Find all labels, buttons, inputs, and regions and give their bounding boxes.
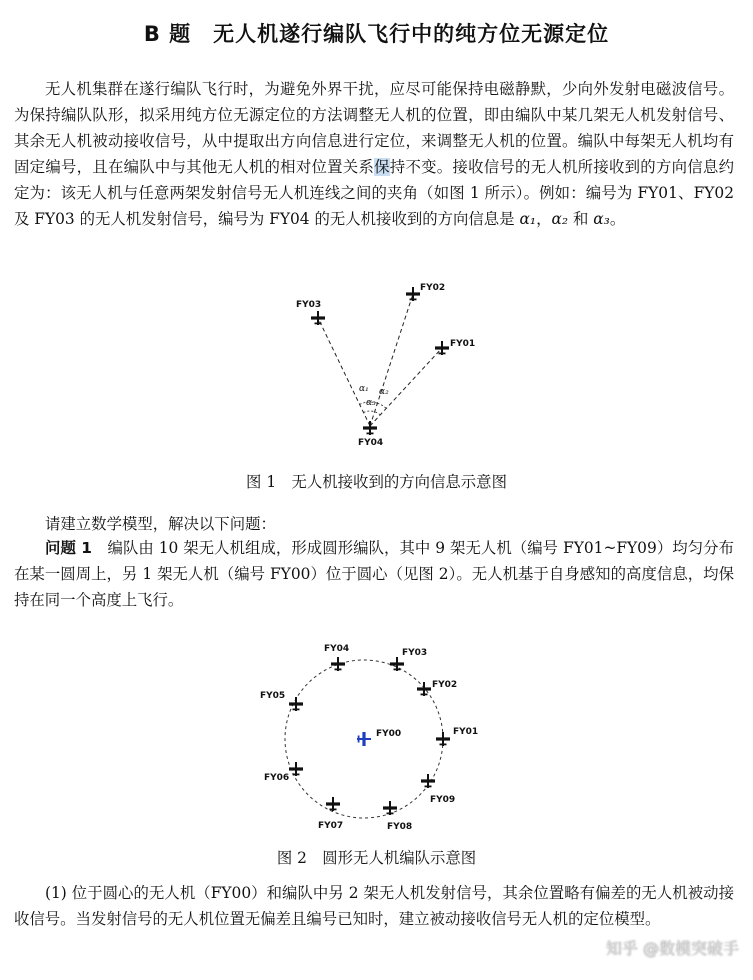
alpha-1: α₁ bbox=[519, 210, 537, 228]
subquestion-1: (1) 位于圆心的无人机（FY00）和编队中另 2 架无人机发射信号，其余位置略有偏差的无人机被动接收信号。当发射信号的无人机位置无偏差且编号已知时，建立被动接收信号无人机的定位模型。 bbox=[14, 884, 734, 928]
fig2-label-fy08: FY08 bbox=[387, 822, 413, 832]
fy03-plane-icon-2 bbox=[390, 657, 404, 671]
highlighted-char[interactable]: 保 bbox=[374, 158, 390, 176]
fy07-plane-icon bbox=[326, 797, 340, 811]
intro-text-2: 持不变。接收信号的无人机所接收到的方向信息约定为：该无人机与任意两架发射信号无人机连线之间的夹角（如图 1 所示）。例如：编号为 FY01、FY02 及 FY03 的无人机发射信号，编号为 FY04 的无人机接收到的方向信息是 bbox=[14, 158, 734, 228]
fig2-label-fy02: FY02 bbox=[432, 680, 458, 690]
fig1-label-fy04: FY04 bbox=[358, 438, 384, 448]
fy09-plane-icon bbox=[421, 774, 435, 788]
watermark: 知乎 @数模突破手 bbox=[605, 939, 739, 958]
problem-1-paragraph bbox=[14, 535, 734, 613]
fig1-label-fy01: FY01 bbox=[450, 339, 476, 349]
fy04-plane-icon bbox=[363, 421, 377, 435]
alpha-3: α₃ bbox=[593, 210, 610, 228]
fig1-angle-a3: α₃ bbox=[366, 398, 376, 408]
fig1-angle-a1: α₁ bbox=[359, 384, 369, 394]
fig2-label-fy05: FY05 bbox=[260, 691, 286, 701]
fig1-angle-a2: α₂ bbox=[379, 387, 389, 397]
fy01-plane-icon-2 bbox=[436, 732, 450, 746]
intro-end: 。 bbox=[609, 210, 626, 228]
fig2-label-fy04: FY04 bbox=[324, 644, 350, 654]
fig2-label-fy03: FY03 bbox=[402, 648, 428, 658]
fig2-label-fy06: FY06 bbox=[264, 773, 290, 783]
fy03-plane-icon bbox=[311, 311, 325, 325]
intro-paragraph bbox=[14, 76, 734, 232]
problem-title: B 题 无人机遂行编队飞行中的纯方位无源定位 bbox=[143, 22, 610, 46]
fig2-label-fy09: FY09 bbox=[430, 795, 456, 805]
figure-2 bbox=[250, 638, 490, 838]
fig1-label-fy02: FY02 bbox=[420, 283, 446, 293]
fy02-plane-icon-2 bbox=[417, 682, 431, 696]
fig2-label-fy01: FY01 bbox=[453, 727, 479, 737]
problem-1-text: 编队由 10 架无人机组成，形成圆形编队，其中 9 架无人机（编号 FY01~FY09）均匀分布在某一圆周上，另 1 架无人机（编号 FY00）位于圆心（见图 2）。无人机基于自身感知的高度信息，均保持在同一个高度上飞行。 bbox=[14, 539, 734, 609]
figure-1-caption: 图 1 无人机接收到的方向信息示意图 bbox=[246, 473, 507, 491]
fy00-plane-icon bbox=[357, 732, 371, 746]
fy02-plane-icon bbox=[406, 287, 420, 301]
problem-1-label: 问题 1 bbox=[45, 539, 92, 557]
intro-sep-2: 和 bbox=[568, 210, 594, 228]
figure-2-caption: 图 2 圆形无人机编队示意图 bbox=[276, 849, 477, 867]
fy06-plane-icon bbox=[289, 762, 303, 776]
figure-1 bbox=[270, 276, 490, 456]
fy04-plane-icon bbox=[331, 657, 345, 671]
fy08-plane-icon bbox=[383, 801, 397, 815]
fig2-label-fy07: FY07 bbox=[318, 821, 344, 831]
alpha-2: α₂ bbox=[551, 210, 569, 228]
intro-text-1: 无人机集群在遂行编队飞行时，为避免外界干扰，应尽可能保持电磁静默，少向外发射电磁波信号。为保持编队队形，拟采用纯方位无源定位的方法调整无人机的位置，即由编队中某几架无人机发射信号、其余无人机被动接收信号，从中提取出方向信息进行定位，来调整无人机的位置。编队中每架无人机均有固定编号，且在编队中与其他无人机的相对位置关系 bbox=[14, 80, 734, 176]
intro-sep-1: ， bbox=[536, 210, 552, 228]
prompt-text: 请建立数学模型，解决以下问题： bbox=[45, 515, 276, 533]
fig1-label-fy03: FY03 bbox=[296, 300, 322, 310]
fig2-label-fy00: FY00 bbox=[376, 729, 402, 739]
